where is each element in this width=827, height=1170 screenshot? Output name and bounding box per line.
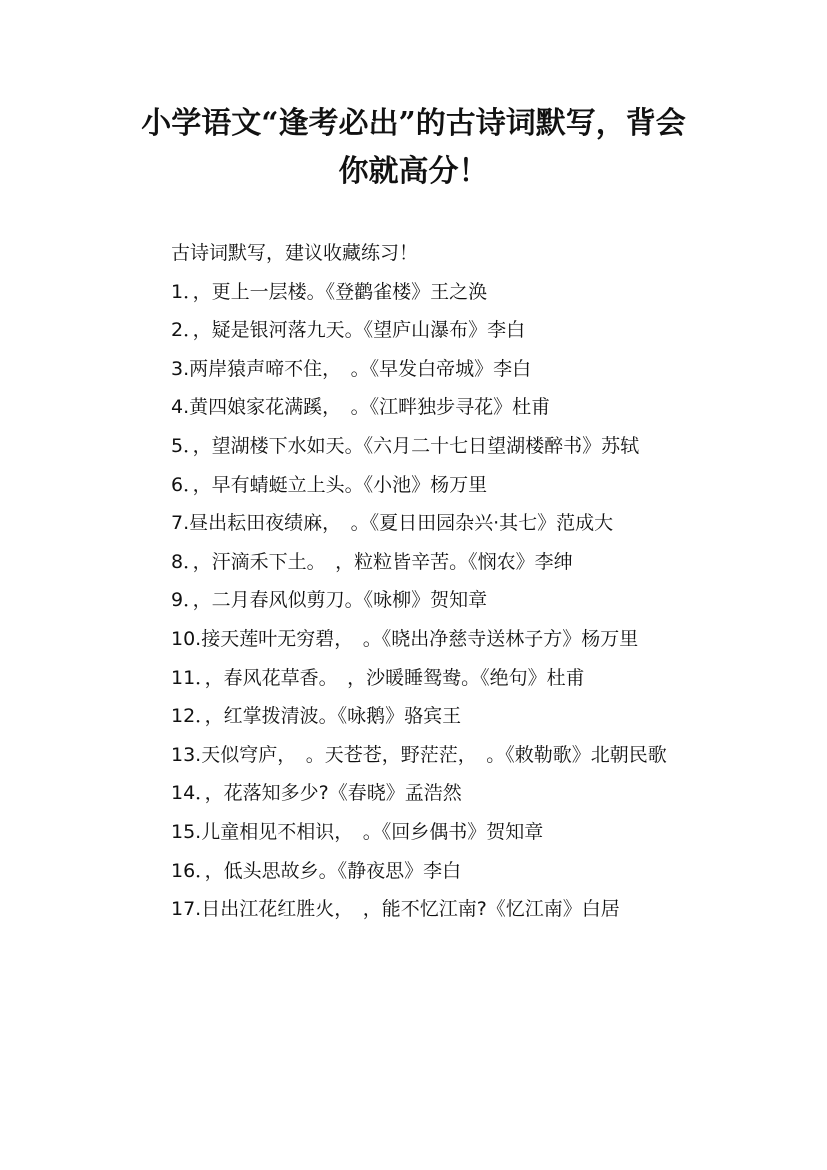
poem-item-12: 12．，红掌拨清波。《咏鹅》骆宾王: [171, 705, 462, 728]
poem-item-2: 2．，疑是银河落九天。《望庐山瀑布》李白: [171, 319, 526, 342]
poem-item-5: 5．，望湖楼下水如天。《六月二十七日望湖楼醉书》苏轼: [171, 434, 640, 457]
poem-item-14: 14．，花落知多少?《春晓》孟浩然: [171, 782, 462, 805]
poem-item-4: 4.黄四娘家花满蹊， 。《江畔独步寻花》杜甫: [171, 396, 551, 419]
poem-item-16: 16．，低头思故乡。《静夜思》李白: [171, 859, 462, 882]
page-title-line-2: 你就高分！: [338, 154, 489, 189]
poem-item-9: 9．，二月春风似剪刀。《咏柳》贺知章: [171, 589, 488, 612]
poem-item-15: 15.儿童相见不相识， 。《回乡偶书》贺知章: [171, 820, 544, 843]
poem-item-11: 11．，春风花草香。 ，沙暖睡鸳鸯。《绝句》杜甫: [171, 666, 585, 689]
poem-item-17: 17.日出江花红胜火， ，能不忆江南?《忆江南》白居: [171, 898, 620, 921]
page-title-line-1: 小学语文“逢考必出”的古诗词默写，背会: [141, 106, 686, 141]
poem-item-7: 7.昼出耘田夜绩麻， 。《夏日田园杂兴·其七》范成大: [171, 512, 614, 535]
poem-item-6: 6．，早有蜻蜓立上头。《小池》杨万里: [171, 473, 488, 496]
poem-item-10: 10.接天莲叶无穷碧， 。《晓出净慈寺送林子方》杨万里: [171, 627, 639, 650]
poem-item-1: 1．，更上一层楼。《登鹳雀楼》王之涣: [171, 280, 488, 303]
poem-item-3: 3.两岸猿声啼不住， 。《早发白帝城》李白: [171, 357, 532, 380]
document-body: [126, 234, 704, 929]
page-title: [100, 100, 727, 196]
intro-paragraph: 古诗词默写，建议收藏练习！: [171, 242, 419, 264]
poem-item-8: 8．，汗滴禾下土。 ，粒粒皆辛苦。《悯农》李绅: [171, 550, 573, 573]
poem-item-13: 13.天似穹庐， 。天苍苍，野茫茫， 。《敕勒歌》北朝民歌: [171, 743, 667, 766]
